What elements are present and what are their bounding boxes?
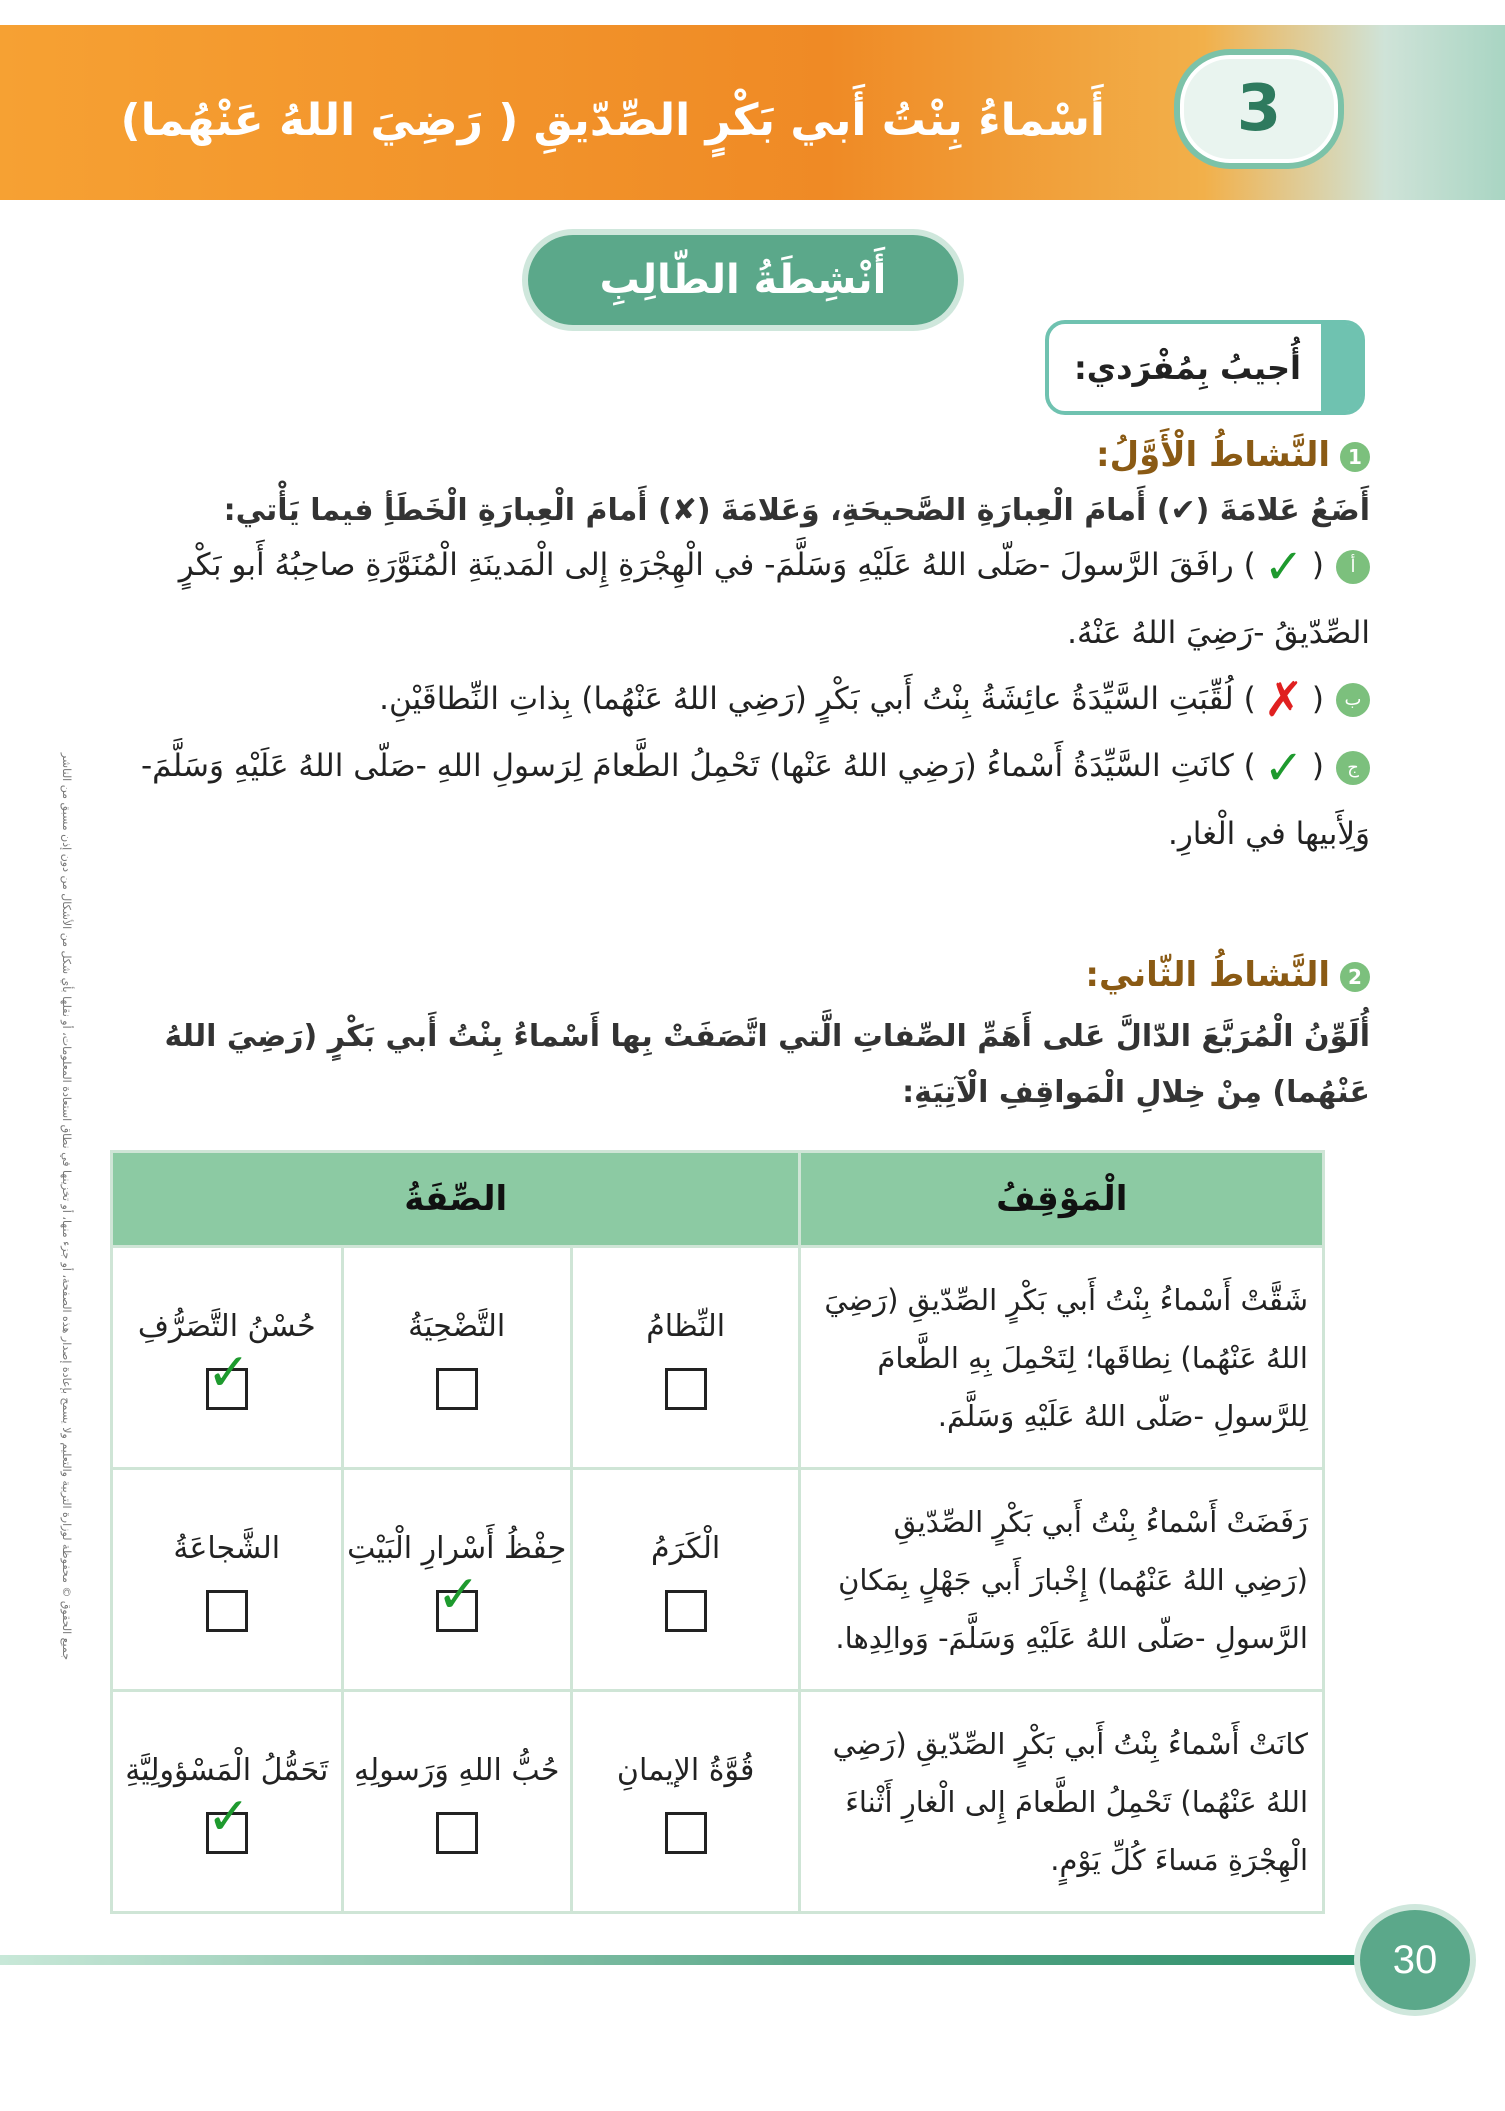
activity2-instruction: أُلَوِّنُ الْمُرَبَّعَ الدّالَّ عَلى أَهَمِّ الصِّفاتِ الَّتي اتَّصَفَتْ بِها أَسْماءُ بِنْتُ أَبي بَكْرٍ (رَضِيَ اللهُ عَنْهُما) مِنْ خِلالِ الْمَواقِفِ الْآتِيَةِ:	[164, 1019, 1370, 1110]
trait-cell	[342, 1247, 571, 1469]
activities-title: أَنْشِطَةُ الطّالِبِ	[599, 257, 887, 303]
answer-individually-label: أُجيبُ بِمُفْرَدي:	[1073, 348, 1301, 387]
trait-cell	[342, 1691, 571, 1913]
trait-checkbox-checked[interactable]	[436, 1564, 481, 1632]
table-row	[112, 1469, 1324, 1691]
activity1-instruction: أَضَعُ عَلامَةَ (✔) أَمامَ الْعِبارَةِ الصَّحيحَةِ، وَعَلامَةَ (✘) أَمامَ الْعِبارَةِ الْخَطَأِ فيما يَأْتي:	[223, 493, 1370, 528]
table-header-row	[112, 1152, 1324, 1247]
activity2-heading-text: النَّشاطُ الثّاني:	[1085, 955, 1330, 995]
trait-checkbox[interactable]	[436, 1368, 478, 1410]
page-number: 30	[1392, 1937, 1438, 1982]
activity1-number: 1	[1340, 442, 1370, 472]
traits-table	[110, 1150, 1325, 1914]
header-situation: الْمَوْقِفُ	[800, 1152, 1324, 1247]
trait-label: حِفْظُ أَسْرارِ الْبَيْتِ	[347, 1530, 567, 1566]
trait-cell	[112, 1469, 343, 1691]
trait-label: حُبُّ اللهِ وَرَسولِهِ	[353, 1752, 560, 1788]
activity1-heading-text: النَّشاطُ الْأَوَّلُ:	[1095, 435, 1330, 475]
trait-checkbox[interactable]	[665, 1590, 707, 1632]
trait-cell	[571, 1469, 800, 1691]
trait-cell	[112, 1691, 343, 1913]
activity1-section	[130, 435, 1370, 867]
copyright-note: جميع الحقوق © محفوظة لوزارة التربية والتعليم ولا يسمح بإعادة إصدار هذه الصفحة، أو جزء منها، أو تخزينها في نطاق استعادة المعلومات، أو نقلها بأي شكل من الأشكال من دون إذن مسبق من الناشر	[60, 752, 73, 1660]
situation-cell: كانَتْ أَسْماءُ بِنْتُ أَبي بَكْرٍ الصِّدّيقِ (رَضِي اللهُ عَنْهُما) تَحْمِلُ الطَّعامَ إِلى الْغارِ أَثْناءَ الْهِجْرَةِ مَساءَ كُلِّ يَوْمٍ.	[800, 1691, 1324, 1913]
check-mark-icon: ✓	[1263, 739, 1304, 796]
trait-label: حُسْنُ التَّصَرُّفِ	[137, 1308, 316, 1344]
trait-label: قُوَّةُ الإيمانِ	[616, 1752, 755, 1788]
check-mark-icon: ✓	[206, 1342, 251, 1403]
page-number-badge	[1360, 1910, 1470, 2010]
activities-badge	[528, 235, 958, 325]
answer-individually-box	[1045, 320, 1365, 415]
trait-checkbox[interactable]	[206, 1590, 248, 1632]
trait-checkbox[interactable]	[665, 1368, 707, 1410]
situation-cell: شَقَّتْ أَسْماءُ بِنْتُ أَبي بَكْرٍ الصِّدّيقِ (رَضِيَ اللهُ عَنْهُما) نِطاقَها؛ لِتَحْمِلَ بِهِ الطَّعامَ لِلرَّسولِ -صَلّى اللهُ عَلَيْهِ وَسَلَّمَ.	[800, 1247, 1324, 1469]
item-letter: أ	[1336, 550, 1370, 584]
activity2-section	[130, 955, 1370, 1121]
table-row	[112, 1691, 1324, 1913]
lesson-title: أَسْماءُ بِنْتُ أَبي بَكْرٍ الصِّدّيقِ ( رَضِيَ اللهُ عَنْهُما)	[120, 95, 1105, 146]
trait-cell	[571, 1247, 800, 1469]
statement-text: لُقِّبَتِ السَّيِّدَةُ عائِشَةُ بِنْتُ أَبي بَكْرٍ (رَضِي اللهُ عَنْهُما) بِذاتِ النِّطاقَيْنِ.	[379, 680, 1234, 717]
trait-checkbox-checked[interactable]	[206, 1786, 251, 1854]
check-mark-icon: ✓	[436, 1564, 481, 1625]
activity2-heading	[130, 955, 1370, 995]
trait-label: الشَّجاعَةُ	[173, 1530, 281, 1566]
trait-checkbox-checked[interactable]	[206, 1342, 251, 1410]
activity1-heading	[130, 435, 1370, 475]
trait-checkbox[interactable]	[665, 1812, 707, 1854]
trait-label: تَحَمُّلُ الْمَسْؤولِيَّةِ	[125, 1752, 329, 1788]
trait-checkbox[interactable]	[436, 1812, 478, 1854]
item-letter: ج	[1336, 751, 1370, 785]
check-mark-icon: ✓	[1263, 538, 1304, 595]
item-letter: ب	[1336, 683, 1370, 717]
situation-cell: رَفَضَتْ أَسْماءُ بِنْتُ أَبي بَكْرٍ الصِّدّيقِ (رَضِي اللهُ عَنْهُما) إِخْبارَ أَبي جَهْلٍ بِمَكانِ الرَّسولِ -صَلّى اللهُ عَلَيْهِ وَسَلَّمَ- وَوالِدِها.	[800, 1469, 1324, 1691]
trait-label: النِّظامُ	[646, 1308, 726, 1344]
header-trait: الصِّفَةُ	[112, 1152, 800, 1247]
lesson-number: 3	[1236, 72, 1282, 146]
statement-item: ب(✗) لُقِّبَتِ السَّيِّدَةُ عائِشَةُ بِنْتُ أَبي بَكْرٍ (رَضِي اللهُ عَنْهُما) بِذاتِ النِّطاقَيْنِ.	[130, 666, 1370, 734]
lesson-number-badge	[1180, 55, 1338, 163]
check-mark-icon: ✓	[206, 1786, 251, 1847]
statement-text: رافَقَ الرَّسولَ -صَلّى اللهُ عَلَيْهِ وَسَلَّمَ- في الْهِجْرَةِ إِلى الْمَدينَةِ الْمُنَوَّرَةِ صاحِبُهُ أَبو بَكْرٍ الصِّدّيقُ -رَضِيَ اللهُ عَنْهُ.	[178, 547, 1370, 651]
footer-line	[0, 1955, 1360, 1965]
trait-label: التَّضْحِيَةُ	[408, 1308, 506, 1344]
activity2-number: 2	[1340, 962, 1370, 992]
trait-cell	[571, 1691, 800, 1913]
table-row	[112, 1247, 1324, 1469]
answer-box-tab	[1321, 324, 1361, 411]
cross-mark-icon: ✗	[1263, 672, 1304, 728]
statement-item: ج(✓) كانَتِ السَّيِّدَةُ أَسْماءُ (رَضِي اللهُ عَنْها) تَحْمِلُ الطَّعامَ لِرَسولِ اللهِ -صَلّى اللهُ عَلَيْهِ وَسَلَّمَ- وَلِأَبيها في الْغارِ.	[130, 733, 1370, 867]
statement-text: كانَتِ السَّيِّدَةُ أَسْماءُ (رَضِي اللهُ عَنْها) تَحْمِلُ الطَّعامَ لِرَسولِ اللهِ -صَلّى اللهُ عَلَيْهِ وَسَلَّمَ- وَلِأَبيها في الْغارِ.	[140, 748, 1370, 852]
trait-cell	[112, 1247, 343, 1469]
statement-item: أ(✓) رافَقَ الرَّسولَ -صَلّى اللهُ عَلَيْهِ وَسَلَّمَ- في الْهِجْرَةِ إِلى الْمَدينَةِ الْمُنَوَّرَةِ صاحِبُهُ أَبو بَكْرٍ الصِّدّيقُ -رَضِيَ اللهُ عَنْهُ.	[130, 532, 1370, 666]
trait-label: الْكَرَمُ	[651, 1530, 721, 1566]
trait-cell	[342, 1469, 571, 1691]
